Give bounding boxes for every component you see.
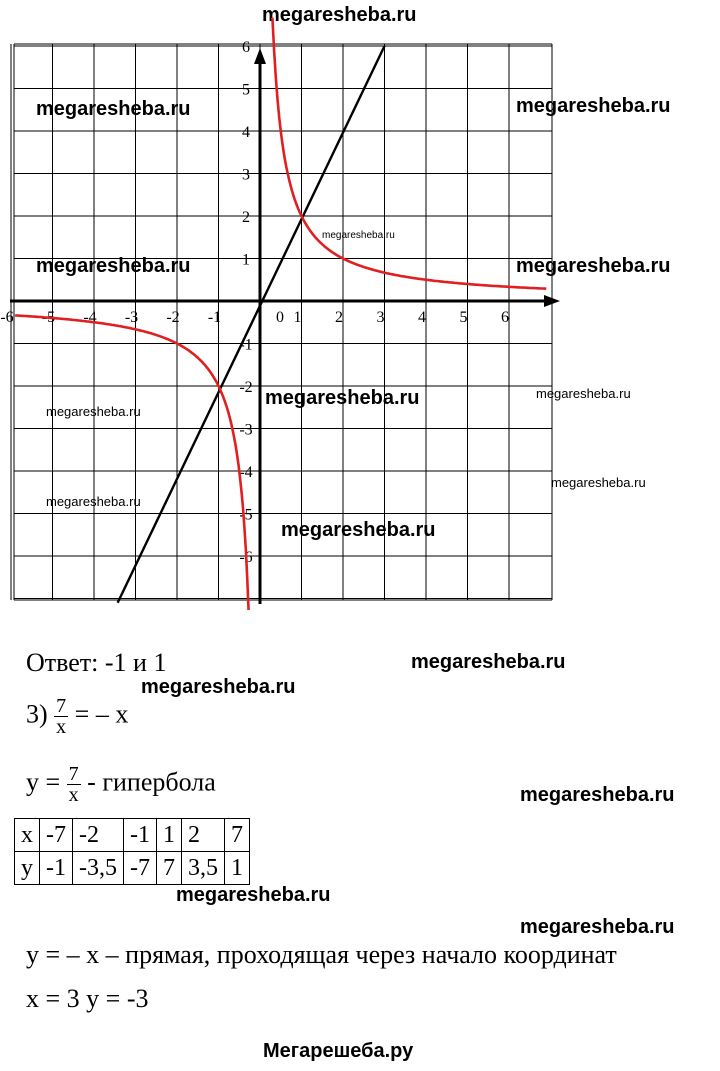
watermark: megaresheba.ru xyxy=(265,387,420,409)
table-cell: 3,5 xyxy=(182,852,225,885)
y-tick-label: 4 xyxy=(242,124,250,141)
table-cell: -1 xyxy=(124,819,157,852)
answer-text: Ответ: -1 и 1 xyxy=(26,648,167,677)
y-tick-label: 3 xyxy=(242,166,250,184)
value-table xyxy=(14,818,250,885)
watermark: megaresheba.ru xyxy=(281,519,436,541)
table-cell: 7 xyxy=(225,819,250,852)
table-cell: -3,5 xyxy=(73,852,124,885)
watermark: megaresheba.ru xyxy=(141,676,296,698)
line-description: y = – x – прямая, проходящая через начало координат xyxy=(26,940,617,969)
table-row-header: x xyxy=(15,819,40,852)
fraction xyxy=(67,764,81,805)
x-tick-label: 2 xyxy=(335,309,343,326)
fraction-numerator: 7 xyxy=(56,695,67,717)
y-tick-label: -4 xyxy=(239,464,253,481)
x-tick-label: -6 xyxy=(0,309,14,326)
x-tick-label: 6 xyxy=(501,309,509,326)
x-tick-label: 0 xyxy=(276,309,284,326)
y-axis-arrow xyxy=(254,48,266,64)
x-tick-label: -1 xyxy=(207,309,222,326)
y-tick-label: 1 xyxy=(242,251,250,269)
x-tick-label: -2 xyxy=(166,309,180,326)
watermark: megaresheba.ru xyxy=(36,255,191,277)
y-tick-label: 5 xyxy=(242,81,250,99)
table-cell: -7 xyxy=(40,819,73,852)
x-tick-label: 3 xyxy=(376,309,385,326)
point-values: x = 3 y = -3 xyxy=(26,984,149,1013)
watermark: megaresheba.ru xyxy=(520,916,675,938)
watermark: megaresheba.ru xyxy=(516,95,671,117)
y-tick-label: -1 xyxy=(239,336,253,354)
watermark: megaresheba.ru xyxy=(176,884,331,906)
watermark: megaresheba.ru xyxy=(520,784,675,806)
fraction xyxy=(54,696,68,737)
table-cell: 1 xyxy=(225,852,250,885)
x-tick-label: -3 xyxy=(124,309,139,326)
x-tick-label: -5 xyxy=(41,309,56,326)
watermark: megaresheba.ru xyxy=(322,230,395,241)
watermark: megaresheba.ru xyxy=(516,255,671,277)
hyperbola-branch-positive xyxy=(272,18,546,289)
table-row xyxy=(15,819,250,852)
x-tick-label: 1 xyxy=(293,309,302,326)
equation-lhs: y = xyxy=(26,767,61,797)
x-tick-label: -4 xyxy=(83,309,97,326)
hyperbola-equation xyxy=(26,764,216,805)
table-cell: 2 xyxy=(182,819,225,852)
equation-rhs: = – x xyxy=(74,699,129,729)
watermark: megaresheba.ru xyxy=(536,386,631,401)
part-label: 3) xyxy=(26,699,48,729)
y-tick-label: 2 xyxy=(242,209,250,226)
watermark: megaresheba.ru xyxy=(551,475,646,490)
table-cell: -7 xyxy=(124,852,157,885)
x-tick-label: 4 xyxy=(418,309,426,326)
table-row-header: y xyxy=(15,852,40,885)
table-cell: -2 xyxy=(73,819,124,852)
fraction-numerator: 7 xyxy=(68,763,79,785)
fraction-denominator: x xyxy=(56,716,67,738)
footer-watermark: Мегарешеба.ру xyxy=(263,1040,414,1062)
table-cell: -1 xyxy=(40,852,73,885)
y-tick-label: 6 xyxy=(242,39,250,56)
y-tick-label: -3 xyxy=(239,421,253,439)
x-tick-label: 5 xyxy=(459,309,468,326)
y-tick-label: -2 xyxy=(239,379,253,396)
fraction-denominator: x xyxy=(68,784,79,806)
watermark: megaresheba.ru xyxy=(46,494,141,509)
watermark: megaresheba.ru xyxy=(411,651,566,673)
table-cell: 7 xyxy=(157,852,182,885)
equation-description: - гипербола xyxy=(87,767,216,797)
table-cell: 1 xyxy=(157,819,182,852)
table-row xyxy=(15,852,250,885)
y-tick-label: -6 xyxy=(239,549,253,566)
hyperbola-branch-negative xyxy=(15,315,249,610)
watermark: megaresheba.ru xyxy=(46,404,141,419)
equation-part3 xyxy=(26,696,128,737)
header-watermark: megaresheba.ru xyxy=(262,4,417,26)
watermark: megaresheba.ru xyxy=(36,98,191,120)
y-tick-label: -5 xyxy=(239,506,253,524)
